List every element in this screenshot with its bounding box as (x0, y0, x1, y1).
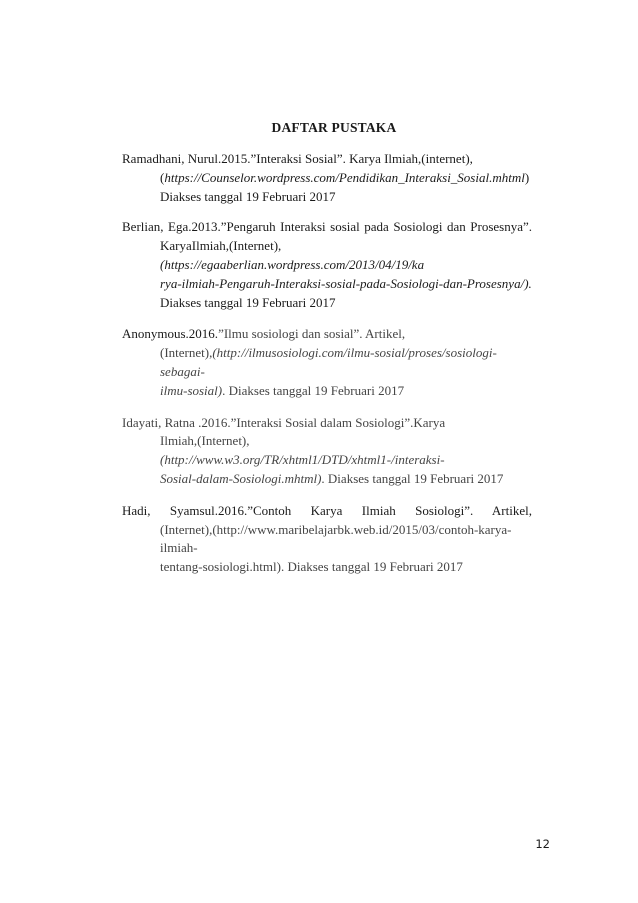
reference-line (122, 470, 532, 489)
reference-entry-berlian (122, 218, 532, 312)
reference-url: (http://ilmusosiologi.com/ilmu-sosial/proses/sosiologi-sebagai- (160, 345, 497, 379)
reference-url: Sosial-dalam-Sosiologi.mhtml) (160, 470, 322, 486)
reference-url: rya-ilmiah-Pengaruh-Interaksi-sosial-pada-Sosiologi-dan-Prosesnya/). (160, 275, 532, 291)
reference-line: Idayati, Ratna .2016.”Interaksi Sosial dalam Sosiologi”.Karya (122, 414, 446, 430)
reference-text: ”Ilmu sosiologi dan sosial”. Artikel, (218, 326, 406, 342)
reference-url: https://Counselor.wordpress.com/Pendidikan_Interaksi_Sosial.mhtml (164, 169, 525, 185)
reference-line: Ramadhani, Nurul.2015.”Interaksi Sosial”. Karya Ilmiah,(internet), (122, 151, 473, 166)
page-number: 12 (535, 837, 550, 851)
reference-line: Berlian, Ega.2013.”Pengaruh Interaksi sosial pada Sosiologi dan Prosesnya”. (122, 219, 532, 235)
reference-line (122, 344, 532, 382)
reference-url: (https://egaaberlian.wordpress.com/2013/04/19/ka (160, 256, 425, 272)
reference-line (122, 237, 532, 275)
reference-text: . Diakses tanggal 19 Februari 2017 (321, 470, 504, 486)
reference-bracket: ) (524, 169, 530, 185)
reference-line: Hadi, Syamsul.2016.”Contoh Karya Ilmiah Sosiologi”. Artikel, (122, 502, 532, 518)
reference-line: Diakses tanggal 19 Februari 2017 (160, 188, 336, 204)
reference-line: (Internet),(http://www.maribelajarbk.web.id/2015/03/contoh-karya-ilmiah- (160, 521, 512, 556)
reference-line (122, 382, 532, 401)
reference-text: . Diakses tanggal 19 Februari 2017 (222, 382, 405, 398)
reference-line (122, 169, 532, 188)
reference-entry-anonymous (122, 325, 532, 400)
reference-line (122, 275, 532, 294)
page-title: DAFTAR PUSTAKA (271, 120, 397, 135)
reference-url: ilmu-sosial) (160, 382, 223, 398)
reference-line (122, 325, 532, 344)
reference-list (122, 150, 532, 591)
reference-text: (Internet), (160, 345, 213, 361)
reference-text: KaryaIlmiah,(Internet), (160, 238, 282, 254)
reference-text: Anonymous.2016. (122, 326, 219, 342)
reference-entry-ramadhani (122, 150, 532, 206)
reference-line: tentang-sosiologi.html). Diakses tanggal 19 Februari 2017 (160, 559, 463, 575)
reference-line (122, 432, 532, 470)
reference-bracket: ( (160, 169, 165, 185)
reference-line: Diakses tanggal 19 Februari 2017 (160, 294, 336, 310)
reference-entry-hadi (122, 502, 532, 577)
reference-url: (http://www.w3.org/TR/xhtml1/DTD/xhtml1-/interaksi- (160, 452, 445, 468)
reference-entry-idayati (122, 414, 532, 489)
reference-text: Ilmiah,(Internet), (160, 433, 250, 449)
